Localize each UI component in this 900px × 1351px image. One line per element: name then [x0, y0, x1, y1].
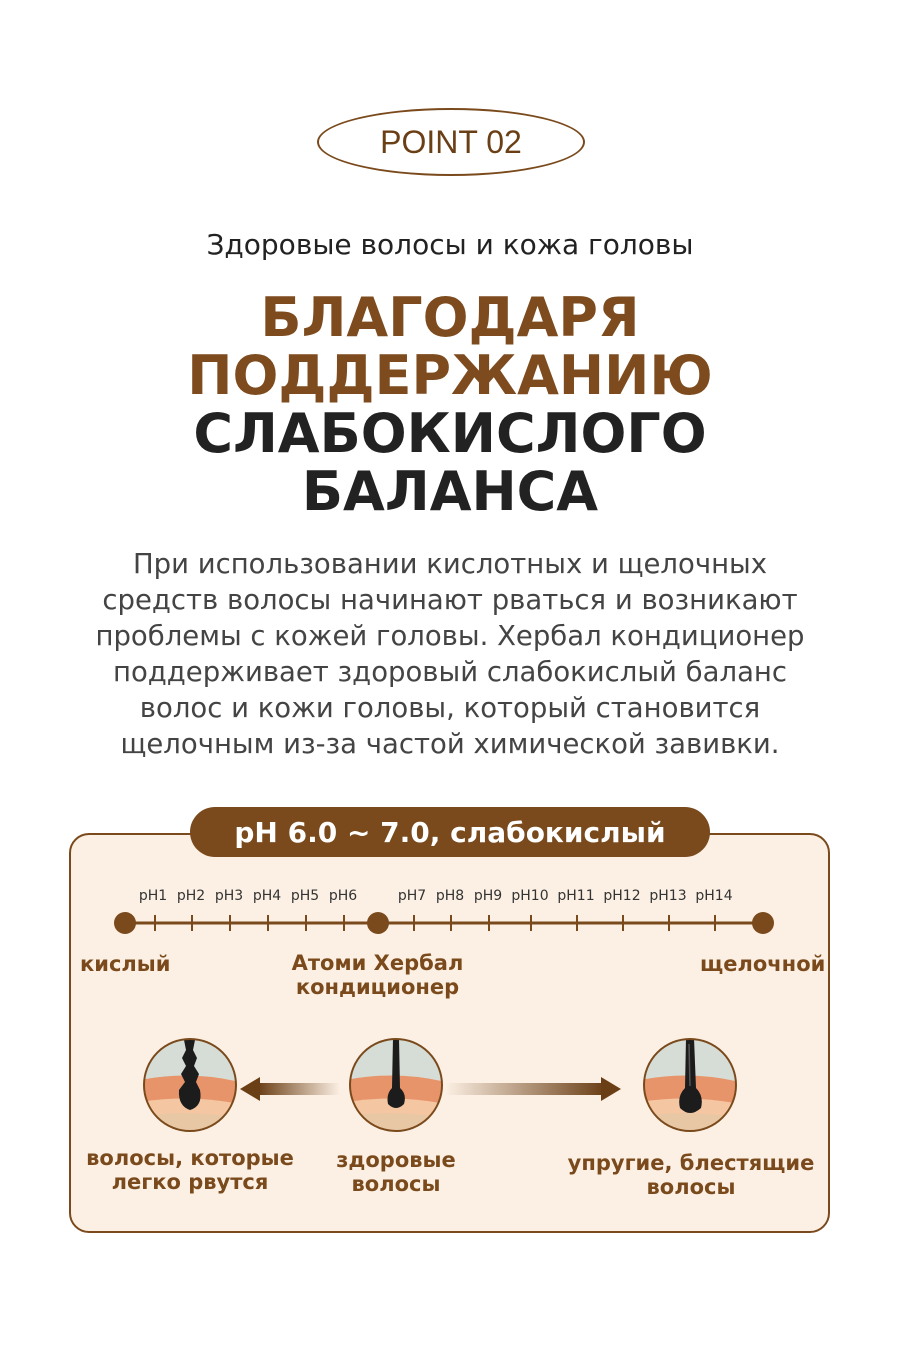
ph-label: pH7: [397, 888, 427, 904]
ph-label: pH14: [695, 888, 733, 904]
ph-label: pH4: [252, 888, 282, 904]
ph-label: pH8: [435, 888, 465, 904]
caption-healthy-hair: [336, 1148, 456, 1196]
ph-label: pH6: [328, 888, 358, 904]
alkaline-label: щелочной: [700, 952, 826, 976]
headline-line-2: ПОДДЕРЖАНИЮ: [187, 344, 713, 407]
caption-line: волосы: [351, 1172, 441, 1196]
headline-line-3: СЛАБОКИСЛОГО: [193, 402, 707, 465]
paragraph-line: поддерживает здоровый слабокислый баланс: [112, 656, 788, 688]
healthy-hair-icon: [346, 1035, 446, 1135]
caption-shiny-hair: [568, 1151, 815, 1199]
product-label: [280, 951, 475, 999]
caption-line: упругие, блестящие: [567, 1151, 815, 1175]
arrow-left-icon: [240, 1077, 340, 1101]
arrow-right-icon: [445, 1077, 621, 1101]
caption-line: легко рвутся: [111, 1170, 269, 1194]
paragraph-line: проблемы с кожей головы. Хербал кондиционер: [95, 620, 805, 652]
ph-range-pill: pH 6.0 ~ 7.0, слабокислый: [190, 807, 710, 857]
damaged-hair-icon: [140, 1035, 240, 1135]
ph-label: pH1: [138, 888, 168, 904]
headline-line-4: БАЛАНСА: [301, 460, 599, 523]
ph-label: pH12: [603, 888, 641, 904]
headline-line-1: БЛАГОДАРЯ: [260, 286, 640, 349]
paragraph-line: При использовании кислотных и щелочных: [132, 548, 768, 580]
scale-dot-left: [114, 912, 136, 934]
ph-label: pH11: [557, 888, 595, 904]
product-label-line-1: Атоми Хербал: [291, 951, 464, 975]
scale-dot-middle: [367, 912, 389, 934]
ph-label: pH9: [473, 888, 503, 904]
scale-dot-right: [752, 912, 774, 934]
caption-line: здоровые: [336, 1148, 456, 1172]
point-badge: POINT 02: [317, 108, 585, 176]
shiny-hair-icon: [640, 1035, 740, 1135]
ph-label: pH2: [176, 888, 206, 904]
ph-label: pH3: [214, 888, 244, 904]
ph-label: pH13: [649, 888, 687, 904]
ph-label: pH10: [511, 888, 549, 904]
product-label-line-2: кондиционер: [295, 975, 460, 999]
paragraph-line: волос и кожи головы, который становится: [139, 692, 761, 724]
caption-damaged-hair: [86, 1146, 294, 1194]
acidic-label: кислый: [80, 952, 171, 976]
ph-label: pH5: [290, 888, 320, 904]
paragraph-line: средств волосы начинают рваться и возникают: [102, 584, 798, 616]
subtitle: Здоровые волосы и кожа головы: [206, 228, 694, 261]
paragraph-line: щелочным из-за частой химической завивки.: [120, 728, 780, 760]
caption-line: волосы: [646, 1175, 736, 1199]
caption-line: волосы, которые: [86, 1146, 294, 1170]
